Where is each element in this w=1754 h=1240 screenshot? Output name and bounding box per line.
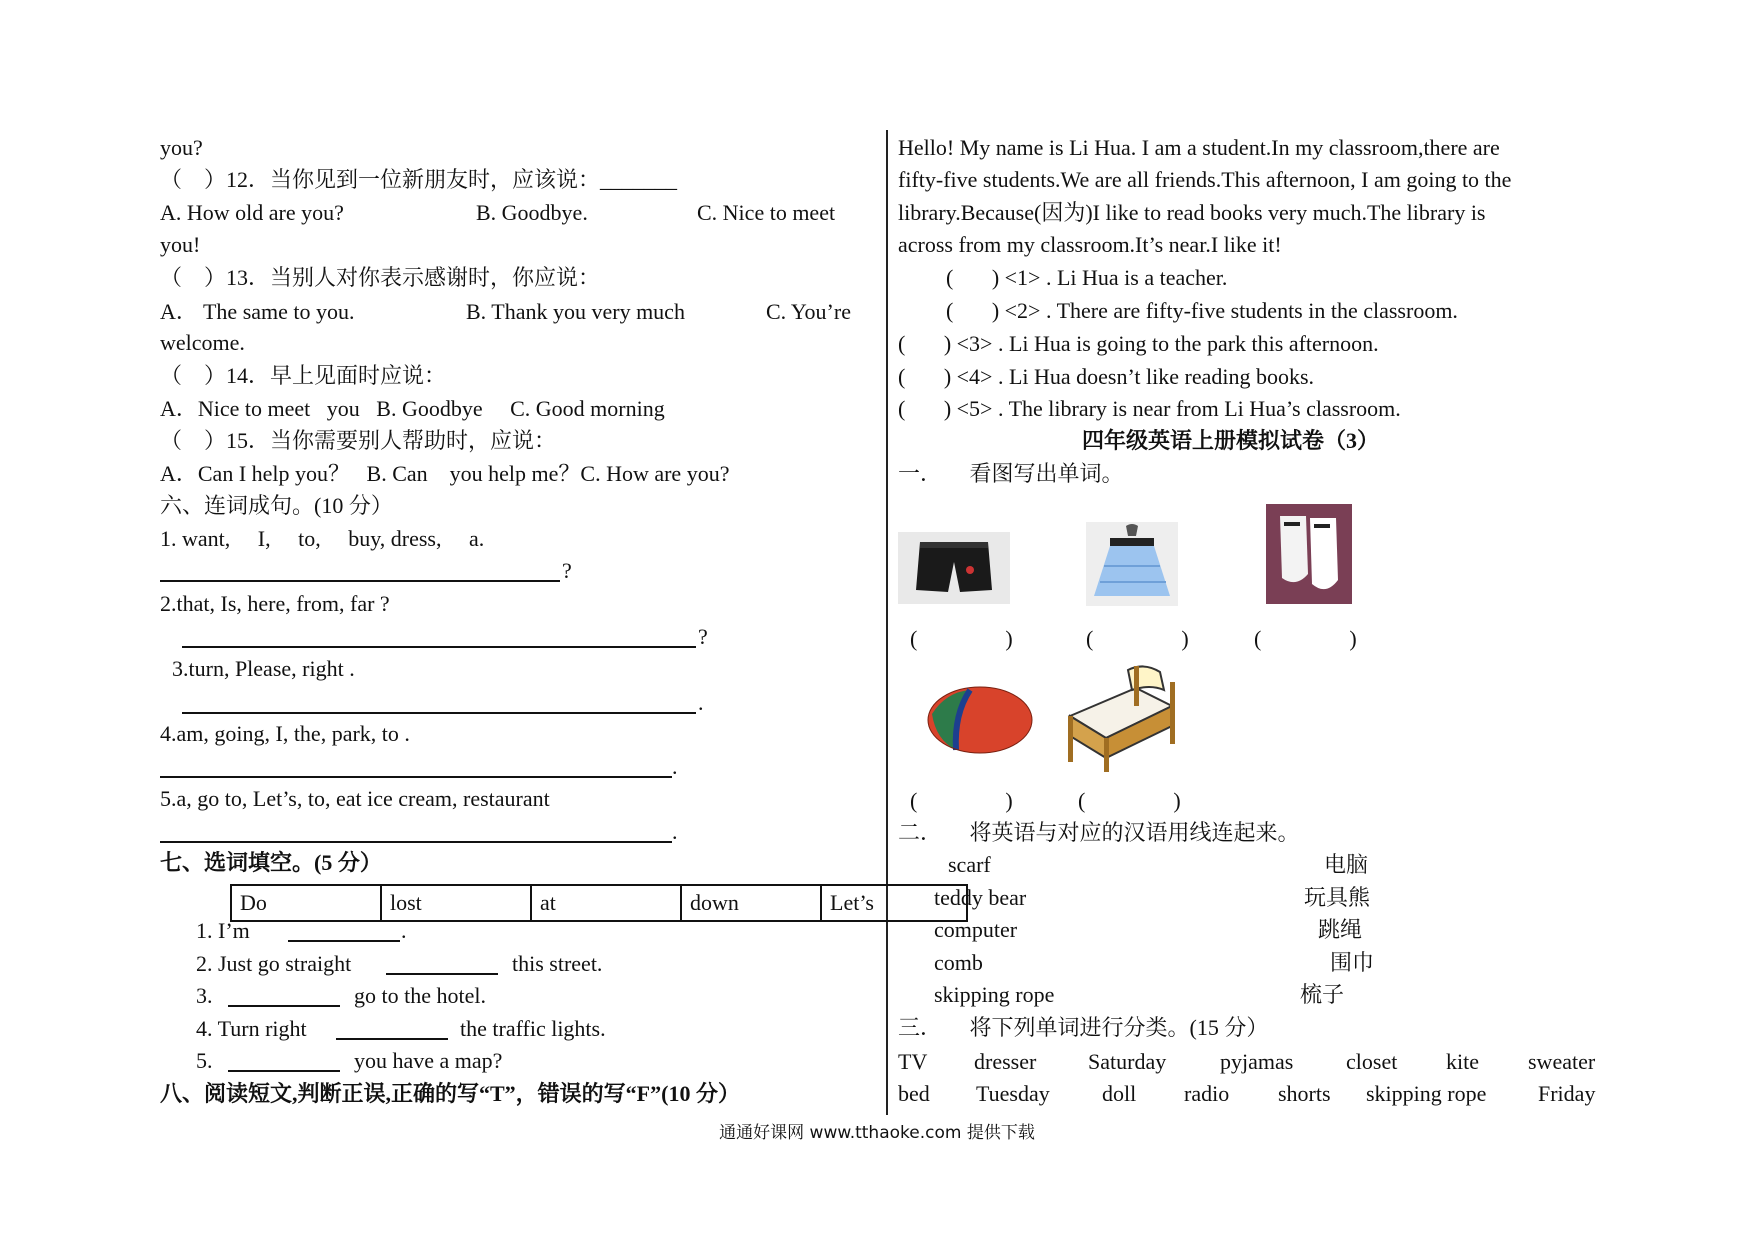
page-footer: 通通好课网 www.tthaoke.com 提供下载 [719,1123,1035,1143]
fill-4-text: 4. Turn right [196,1016,307,1041]
answer-paren-shorts[interactable]: ( ) [910,626,1013,651]
classify-word: Saturday [1088,1049,1167,1074]
word-bank-item: down [682,886,822,920]
word-bank [230,884,968,922]
sentence-5-answer-line[interactable] [160,841,672,843]
sentence-4-end: . [672,754,678,779]
match-english-word[interactable]: skipping rope [934,982,1055,1007]
sentence-3-end: . [698,690,704,715]
classify-word: closet [1346,1049,1398,1074]
section-6-title: 六、连词成句。(10 分） [160,493,393,518]
match-english-word[interactable]: scarf [948,852,991,877]
q13-option-b: B. Thank you very much [466,299,685,324]
fill-2-end: this street. [512,951,603,976]
match-chinese-word[interactable]: 围巾 [1330,950,1375,975]
fill-1-end: . [401,918,407,943]
sentence-2-end: ? [698,624,708,649]
sentence-3-words: 3.turn, Please, right . [172,656,355,681]
q13-option-a: A． The same to you. [160,299,355,324]
fill-2-blank[interactable] [386,973,498,975]
section-8-title: 八、阅读短文,判断正误,正确的写“T”，错误的写“F”(10 分） [160,1081,740,1106]
word-bank-item: Do [232,886,382,920]
fill-4-end: the traffic lights. [460,1016,606,1041]
skirt-image [1086,522,1178,606]
match-chinese-word[interactable]: 电脑 [1324,852,1369,877]
q11-tail: you? [160,135,203,160]
classify-word: doll [1102,1081,1137,1106]
judge-item-2: ( ) <2> . There are fifty-five students in the classroom. [946,298,1458,323]
q12-option-b: B. Goodbye. [476,200,588,225]
answer-paren-ball[interactable]: ( ) [910,788,1013,813]
sentence-4-words: 4.am, going, I, the, park, to . [160,721,410,746]
exam-title: 四年级英语上册模拟试卷（3） [1082,428,1380,453]
q12-option-a: A. How old are you? [160,200,344,225]
fill-1-blank[interactable] [288,940,400,942]
classify-word: pyjamas [1220,1049,1294,1074]
socks-image [1266,504,1352,604]
match-chinese-word[interactable]: 玩具熊 [1304,885,1371,910]
sentence-1-words: 1. want, I, to, buy, dress, a. [160,526,485,551]
passage-line-4: across from my classroom.It’s near.I like it! [898,232,1282,257]
sentence-5-words: 5.a, go to, Let’s, to, eat ice cream, restaurant [160,786,550,811]
match-chinese-word[interactable]: 跳绳 [1318,917,1363,942]
sentence-1-answer-line[interactable] [160,580,560,582]
q12-option-c: C. Nice to meet [697,200,836,225]
word-bank-item: at [532,886,682,920]
classify-word: radio [1184,1081,1230,1106]
q12-option-c-tail: you! [160,232,201,257]
match-english-word[interactable]: teddy bear [934,885,1027,910]
answer-paren-bed[interactable]: ( ) [1078,788,1181,813]
classify-word: bed [898,1081,930,1106]
sentence-5-end: . [672,819,678,844]
match-english-word[interactable]: comb [934,950,983,975]
fill-4-blank[interactable] [336,1038,448,1040]
q14-stem: （ ）14．早上见面时应说： [160,363,447,388]
shorts-image [898,532,1010,604]
word-bank-item: lost [382,886,532,920]
classify-word: shorts [1278,1081,1331,1106]
passage-line-1: Hello! My name is Li Hua. I am a student.In my classroom,there are [898,135,1500,160]
judge-item-1: ( ) <1> . Li Hua is a teacher. [946,265,1228,290]
fill-3-end: go to the hotel. [354,983,486,1008]
bed-image [1060,660,1180,772]
fill-3-text: 3. [196,983,213,1008]
q14-options: A．Nice to meet you B. Goodbye C. Good morning [160,396,665,421]
fill-5-end: you have a map? [354,1048,503,1073]
part-2-title: 二． 将英语与对应的汉语用线连起来。 [898,820,1300,845]
word-bank-item: Let’s [830,890,874,915]
sentence-4-answer-line[interactable] [160,776,672,778]
classify-word: kite [1446,1049,1479,1074]
q13-option-c-tail: welcome. [160,330,245,355]
section-7-title: 七、选词填空。(5 分） [160,850,382,875]
match-english-word[interactable]: computer [934,917,1018,942]
sentence-2-words: 2.that, Is, here, from, far ? [160,591,390,616]
ball-image [926,684,1034,756]
q15-options: A．Can I help you？ B. Can you help me？C. How are you? [160,461,730,486]
sentence-2-answer-line[interactable] [182,646,696,648]
fill-3-blank[interactable] [228,1005,340,1007]
q13-stem: （ ）13．当别人对你表示感谢时，你应说： [160,265,601,290]
answer-paren-skirt[interactable]: ( ) [1086,626,1189,651]
passage-line-3: library.Because(因为)I like to read books very much.The library is [898,200,1486,225]
fill-5-blank[interactable] [228,1070,340,1072]
passage-line-2: fifty-five students.We are all friends.This afternoon, I am going to the [898,167,1512,192]
judge-item-3: ( ) <3> . Li Hua is going to the park this afternoon. [898,331,1379,356]
classify-word: Tuesday [976,1081,1050,1106]
sentence-1-end: ? [562,558,572,583]
judge-item-4: ( ) <4> . Li Hua doesn’t like reading books. [898,364,1315,389]
fill-1-text: 1. I’m [196,918,250,943]
part-1-title: 一． 看图写出单词。 [898,461,1124,486]
fill-5-text: 5. [196,1048,213,1073]
classify-word: Friday [1538,1081,1596,1106]
classify-word: skipping rope [1366,1081,1487,1106]
column-divider [886,130,888,1115]
fill-2-text: 2. Just go straight [196,951,352,976]
q12-stem: （ ）12．当你见到一位新朋友时，应该说：_______ [160,167,678,192]
part-3-title: 三． 将下列单词进行分类。(15 分） [898,1015,1269,1040]
sentence-3-answer-line[interactable] [182,712,696,714]
answer-paren-socks[interactable]: ( ) [1254,626,1357,651]
classify-word: dresser [974,1049,1037,1074]
judge-item-5: ( ) <5> . The library is near from Li Hua’s classroom. [898,396,1401,421]
classify-word: sweater [1528,1049,1596,1074]
match-chinese-word[interactable]: 梳子 [1300,982,1345,1007]
classify-word: TV [898,1049,928,1074]
q15-stem: （ ）15．当你需要别人帮助时，应说： [160,428,557,453]
q13-option-c: C. You’re [766,299,851,324]
